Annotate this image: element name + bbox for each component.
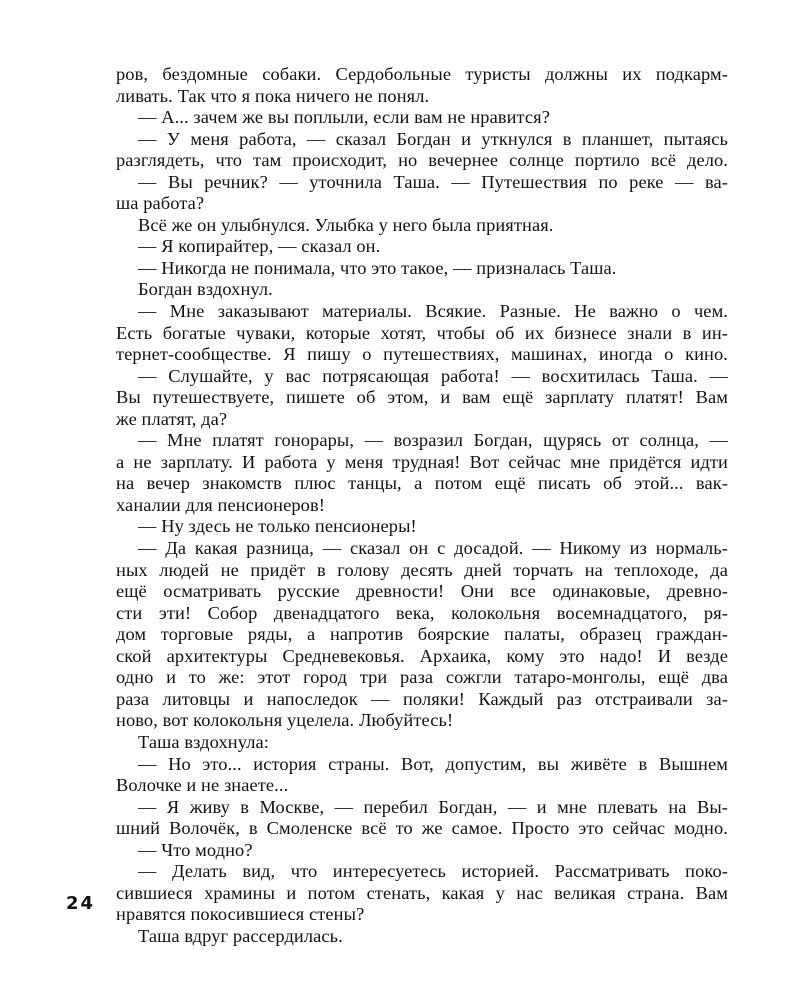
text-line: — Мне заказывают материалы. Всякие. Разные. Не важно о чем. xyxy=(138,301,728,322)
text-line: — У меня работа, — сказал Богдан и уткнулся в планшет, пытаясь xyxy=(138,128,728,149)
text-line: шний Волочёк, в Смоленске всё то же самое. Просто это сейчас модно. xyxy=(116,818,728,839)
text-line: ещё осматривать русские древности! Они все одинаковые, древно- xyxy=(116,581,728,602)
text-line: — А... зачем же вы поплыли, если вам не нравится? xyxy=(138,107,550,128)
text-line: ской архитектуры Средневековья. Архаика, кому это надо! И везде xyxy=(116,645,728,666)
text-line: — Я копирайтер, — сказал он. xyxy=(138,236,381,257)
text-line: — Я живу в Москве, — перебил Богдан, — и мне плевать на Вы- xyxy=(138,796,728,817)
text-line: сти эти! Собор двенадцатого века, колокольня восемнадцатого, ря- xyxy=(116,602,728,623)
text-line: сившиеся храмины и потом стенать, какая у нас великая страна. Вам xyxy=(116,882,728,903)
text-line: тернет-сообществе. Я пишу о путешествиях, машинах, иногда о кино. xyxy=(116,344,728,365)
text-line: ша работа? xyxy=(116,193,205,214)
text-line: — Никогда не понимала, что это такое, — призналась Таша. xyxy=(138,257,617,278)
text-line: одно и то же: этот город три раза сожгли татаро-монголы, ещё два xyxy=(116,667,728,688)
text-line: Волочке и не знаете... xyxy=(116,775,289,796)
text-line: — Делать вид, что интересуетесь историей. Рассматривать поко- xyxy=(138,861,728,882)
text-line: — Вы речник? — уточнила Таша. — Путешествия по реке — ва- xyxy=(138,171,728,192)
text-line: разглядеть, что там происходит, но вечернее солнце портило всё дело. xyxy=(116,150,728,171)
text-line: — Мне платят гонорары, — возразил Богдан, щурясь от солнца, — xyxy=(138,430,728,451)
text-line: Таша вдруг рассердилась. xyxy=(138,925,343,946)
page-number: 24 xyxy=(66,893,96,914)
text-line: ново, вот колокольня уцелела. Любуйтесь! xyxy=(116,710,454,731)
text-line: на вечер знакомств плюс танцы, а потом ещё писать об этой... вак- xyxy=(116,473,728,494)
text-line: раза литовцы и напоследок — поляки! Каждый раз отстраивали за- xyxy=(116,688,728,709)
text-line: Всё же он улыбнулся. Улыбка у него была приятная. xyxy=(138,214,554,235)
text-line: — Да какая разница, — сказал он с досадой. — Никому из нормаль- xyxy=(138,538,728,559)
text-line: Богдан вздохнул. xyxy=(138,279,273,300)
text-line: ливать. Так что я пока ничего не понял. xyxy=(116,85,430,106)
text-line: дом торговые ряды, а напротив боярские палаты, образец граждан- xyxy=(116,624,728,645)
text-line: — Ну здесь не только пенсионеры! xyxy=(138,516,417,537)
text-line: Есть богатые чуваки, которые хотят, чтобы об их бизнесе знали в ин- xyxy=(116,322,728,343)
text-line: а не зарплату. И работа у меня трудная! Вот сейчас мне придётся идти xyxy=(116,451,728,472)
text-line: — Слушайте, у вас потрясающая работа! — восхитилась Таша. — xyxy=(138,365,728,386)
text-line: — Но это... история страны. Вот, допустим, вы живёте в Вышнем xyxy=(138,753,728,774)
text-line: — Что модно? xyxy=(138,839,253,860)
text-line: ханалии для пенсионеров! xyxy=(116,494,325,515)
text-line: ных людей не придёт в голову десять дней торчать на теплоходе, да xyxy=(116,559,728,580)
text-line: Таша вздохнула: xyxy=(138,731,269,752)
text-line: же платят, да? xyxy=(116,408,228,429)
body-text xyxy=(116,64,728,947)
text-line: нравятся покосившиеся стены? xyxy=(116,904,365,925)
text-line: Вы путешествуете, пишете об этом, и вам ещё зарплату платят! Вам xyxy=(116,387,728,408)
text-line: ров, бездомные собаки. Сердобольные туристы должны их подкарм- xyxy=(116,64,728,84)
